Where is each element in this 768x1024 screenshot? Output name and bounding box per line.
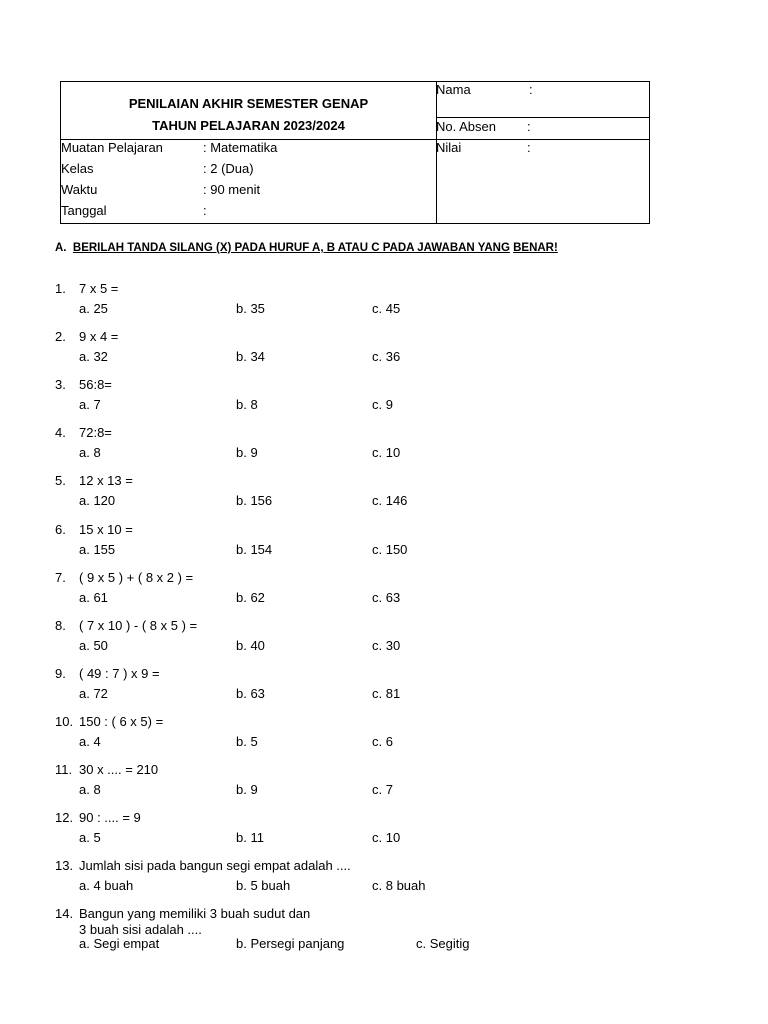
- time-value: : 90 menit: [203, 182, 261, 197]
- question-number: 12.: [55, 810, 74, 826]
- date-label: Tanggal: [61, 203, 107, 218]
- option-b[interactable]: b. 9: [236, 445, 258, 461]
- option-a[interactable]: a. 4: [79, 733, 101, 749]
- question-number: 5.: [55, 473, 66, 489]
- option-c[interactable]: c. 6: [372, 733, 393, 749]
- score-label: Nilai: [436, 140, 462, 155]
- option-b[interactable]: b. 11: [236, 830, 264, 846]
- question-number: 2.: [55, 329, 66, 345]
- subject-value: : Matematika: [203, 140, 278, 155]
- option-c[interactable]: c. 63: [372, 589, 401, 605]
- option-c[interactable]: c. 30: [372, 637, 401, 653]
- question-text: 12 x 13 =: [79, 473, 133, 489]
- option-b[interactable]: b. Persegi panjang: [236, 936, 345, 952]
- option-a[interactable]: a. 8: [79, 445, 101, 461]
- absen-label: No. Absen: [436, 119, 496, 134]
- question-number: 11.: [55, 762, 73, 777]
- option-b[interactable]: b. 35: [236, 301, 265, 316]
- option-b[interactable]: b. 8: [236, 397, 258, 413]
- exam-year: TAHUN PELAJARAN 2023/2024: [152, 118, 345, 133]
- option-a[interactable]: a. 155: [79, 541, 116, 557]
- option-a[interactable]: a. 4 buah: [79, 878, 134, 894]
- section-prefix: A.: [55, 242, 67, 254]
- option-c[interactable]: c. 8 buah: [372, 878, 426, 894]
- exam-title: PENILAIAN AKHIR SEMESTER GENAP: [128, 96, 369, 111]
- question-number: 13.: [55, 858, 74, 874]
- option-b[interactable]: b. 156: [236, 493, 273, 509]
- question-number: 1.: [55, 281, 66, 296]
- date-value: :: [203, 203, 207, 218]
- option-b[interactable]: b. 63: [236, 685, 265, 701]
- option-a[interactable]: a. 61: [79, 589, 108, 605]
- table-divider-right-2: [436, 139, 649, 140]
- option-a[interactable]: a. 50: [79, 637, 108, 653]
- option-a[interactable]: a. 7: [79, 397, 101, 413]
- option-c[interactable]: c. 150: [372, 541, 408, 557]
- option-b[interactable]: b. 154: [236, 541, 273, 557]
- question-text: Bangun yang memiliki 3 buah sudut dan: [79, 906, 311, 922]
- instruction-text: BERILAH TANDA SILANG (X) PADA HURUF A, B ATAU C PADA JAWABAN YANG: [72, 242, 510, 254]
- class-value: : 2 (Dua): [203, 161, 254, 176]
- question-number: 9.: [55, 665, 66, 681]
- question-number: 6.: [55, 521, 66, 537]
- option-b[interactable]: b. 5 buah: [236, 878, 291, 894]
- option-a[interactable]: a. Segi empat: [79, 936, 160, 952]
- question-text: Jumlah sisi pada bangun segi empat adalah ....: [79, 858, 351, 874]
- score-value: :: [527, 140, 531, 155]
- option-c[interactable]: c. Segitig: [416, 936, 470, 952]
- option-b[interactable]: b. 62: [236, 589, 265, 605]
- option-c[interactable]: c. 9: [372, 397, 393, 413]
- instruction-end: BENAR!: [513, 242, 558, 254]
- question-text: 9 x 4 =: [79, 329, 119, 345]
- time-label: Waktu: [61, 182, 98, 197]
- question-text: 72:8=: [79, 425, 112, 441]
- option-b[interactable]: b. 9: [236, 782, 258, 797]
- question-text: 90 : .... = 9: [79, 810, 141, 826]
- option-c[interactable]: c. 10: [372, 445, 401, 461]
- question-number: 3.: [55, 377, 66, 393]
- absen-value: :: [527, 119, 531, 134]
- question-text: ( 49 : 7 ) x 9 =: [79, 665, 160, 681]
- option-b[interactable]: b. 40: [236, 637, 265, 653]
- question-text: 56:8=: [79, 377, 112, 393]
- option-b[interactable]: b. 34: [236, 349, 265, 365]
- question-text: 30 x .... = 210: [79, 762, 159, 777]
- question-text-line2: 3 buah sisi adalah ....: [79, 922, 202, 938]
- option-c[interactable]: c. 81: [372, 685, 401, 701]
- option-a[interactable]: a. 32: [79, 349, 108, 365]
- option-b[interactable]: b. 5: [236, 733, 258, 749]
- question-text: 150 : ( 6 x 5) =: [79, 713, 164, 729]
- option-a[interactable]: a. 25: [79, 301, 108, 316]
- option-a[interactable]: a. 120: [79, 493, 116, 509]
- question-number: 10.: [55, 713, 74, 729]
- section-instruction: [55, 242, 558, 254]
- exam-header-table: [60, 81, 650, 224]
- question-number: 8.: [55, 617, 66, 633]
- subject-label: Muatan Pelajaran: [61, 140, 163, 155]
- question-text: 7 x 5 =: [79, 281, 119, 296]
- name-value: :: [529, 82, 533, 97]
- class-label: Kelas: [61, 161, 94, 176]
- table-divider-right-1: [436, 117, 649, 118]
- question-number: 14.: [55, 906, 74, 922]
- option-c[interactable]: c. 10: [372, 830, 401, 846]
- question-text: 15 x 10 =: [79, 521, 133, 537]
- question-number: 7.: [55, 569, 66, 585]
- option-c[interactable]: c. 36: [372, 349, 401, 365]
- question-text: ( 7 x 10 ) - ( 8 x 5 ) =: [79, 617, 198, 633]
- option-c[interactable]: c. 45: [372, 301, 401, 316]
- option-c[interactable]: c. 7: [372, 782, 393, 797]
- option-a[interactable]: a. 8: [79, 782, 101, 797]
- question-number: 4.: [55, 425, 66, 441]
- option-c[interactable]: c. 146: [372, 493, 408, 509]
- name-label: Nama: [436, 82, 471, 97]
- option-a[interactable]: a. 5: [79, 830, 101, 846]
- question-text: ( 9 x 5 ) + ( 8 x 2 ) =: [79, 569, 194, 585]
- option-a[interactable]: a. 72: [79, 685, 108, 701]
